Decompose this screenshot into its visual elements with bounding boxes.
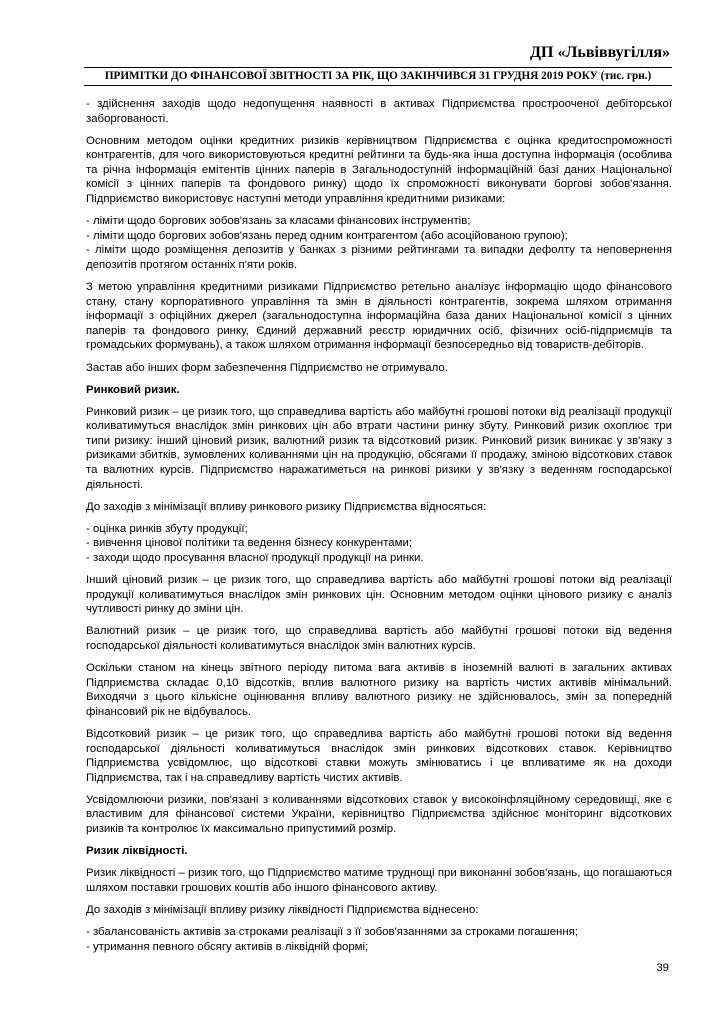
list-item: - збалансованість активів за строками реалізації з її зобов'язаннями за строками погашення; [86,926,578,938]
list-item: - вивчення цінової політики та ведення бізнесу конкурентами; [86,537,412,550]
paragraph: Валютний ризик – це ризик того, що справедлива вартість або майбутні грошові потоки від ведення господарської діяльності коливатимуться внаслідок змін валютних курсів. [86,625,672,652]
page-number: 39 [656,962,669,974]
paragraph: З метою управління кредитними ризиками Підприємство ретельно аналізує інформацію щодо фінансового стану, стану корпоративного управління та змін в діяльності контрагентів, зокрема шляхом отримання інформації з офіційних джерел (загальнодоступна інформаційна база даних Національної комісії з цінних паперів та фондового ринку, Єдиний державний реєстр юридичних осіб, фізичних осіб-підприємців та громадських формувань), а також шляхом отримання інформації безпосередньо від товариств-дебіторів. [86,281,672,352]
list-item: - ліміти щодо розміщення депозитів у банках з різними рейтингами та випадки дефолту та неповернення депозитів протягом останніх п'яти років. [86,244,672,271]
bullet-list [86,925,672,954]
list-item: - ліміти щодо боргових зобов'язань за класами фінансових інструментів; [86,215,471,228]
company-name: ДП «Львіввугілля» [530,44,670,61]
paragraph: Усвідомлюючи ризики, пов'язані з коливаннями відсоткових ставок у високоінфляційному середовищі, яке є властивим для фінансової системи України, керівництво Підприємства здійснює моніторинг відсоткових ризиків та контролює їх максимально припустимий розмір. [86,793,672,836]
list-item: - заходи щодо просування власної продукції продукції на ринки. [86,552,424,565]
bullet-list [86,214,672,272]
list-item: - оцінка ринків збуту продукції; [86,522,248,535]
list-item: - утримання певного обсягу активів в ліквідній формі; [86,940,369,953]
list-item: - ліміти щодо боргових зобов'язань перед одним контрагентом (або асоційованою групою); [86,229,568,242]
section-heading-liquidity-risk: Ризик ліквідності. [86,845,188,858]
paragraph: Оскільки станом на кінець звітного періоду питома вага активів в іноземній валюті в загальних активах Підприємства складає 0,10 відсотків, вплив валютного ризику на вартість чистих активів мінімальний. Виходячи з цього кількісне оцінювання впливу валютного ризику не здійснювалось, змін за попередній фінансовий рік не відбувалось. [86,662,672,718]
document-body [86,97,672,962]
paragraph: Застав або інших форм забезпечення Підприємство не отримувало. [86,361,448,374]
header-rule-bottom [84,85,672,86]
paragraph: Ринковий ризик – це ризик того, що справедлива вартість або майбутні грошові потоки від реалізації продукції коливатимуться внаслідок змін ринкових цін або втрати частини ринку збуту. Ринковий ризик охоплює три типи ризику: інший ціновий ризик, валютний ризик та відсотковий ризик. Ринковий ризик виникає у зв'язку з ризиками збитків, зумовлених коливаннями цін на продукцію, обсягами її продажу, зміною відсоткових ставок та валютних курсів. Підприємство наражатиметься на ринкові ризики у зв'язку з веденням господарської діяльності. [86,405,672,491]
paragraph: Основним методом оцінки кредитних ризиків керівництвом Підприємства є оцінка кредитоспроможності контрагентів, для чого використовуються кредитні рейтинги та будь-яка інша доступна інформація (особлива та річна інформація емітентів цінних паперів в Загальнодоступній інформаційній базі даних Національної комісії з цінних паперів та фондового ринку) щодо їх спроможності виконувати боргові зобов'язання. Підприємство використовує наступні методи управління кредитними ризиками: [86,134,672,206]
paragraph: Ризик ліквідності – ризик того, що Підприємство матиме труднощі при виконанні зобов'язань, що погашаються шляхом поставки грошових коштів або іншого фінансового активу. [86,867,672,894]
document-subtitle: ПРИМІТКИ ДО ФІНАНСОВОЇ ЗВІТНОСТІ ЗА РІК, ЩО ЗАКІНЧИВСЯ 31 ГРУДНЯ 2019 РОКУ (тис. грн.) [104,70,652,82]
paragraph: Відсотковий ризик – це ризик того, що справедлива вартість або майбутні грошові потоки від ведення господарської діяльності коливатимуться внаслідок змін ринкових відсоткових ставок. Керівництво Підприємства усвідомлює, що відсоткові ставки можуть змінюватись і це впливатиме як на доходи Підприємства, так і на справедливу вартість чистих активів. [86,727,672,784]
section-heading-market-risk: Ринковий ризик. [86,383,180,396]
bullet-list [86,522,672,566]
paragraph: - здійснення заходів щодо недопущення наявності в активах Підприємства прострооченої дебіторської заборгованості. [86,98,672,125]
paragraph: Інший ціновий ризик – це ризик того, що справедлива вартість або майбутні грошові потоки від реалізації продукції коливатимуться внаслідок змін ринкових цін. Основним методом оцінки цінового ризику є аналіз чутливості ринку до зміни цін. [86,574,672,616]
paragraph: До заходів з мінімізації впливу ризику ліквідності Підприємства віднесено: [86,903,479,916]
paragraph: До заходів з мінімізації впливу ринкового ризику Підприємства відносяться: [86,500,487,513]
header-rule-top [84,67,672,68]
